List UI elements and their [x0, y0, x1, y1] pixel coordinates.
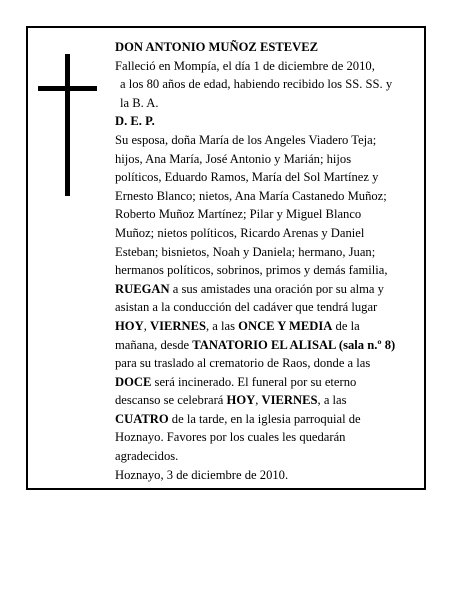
closing-line-2: agradecidos. [115, 449, 179, 464]
family-line: Muñoz; nietos políticos, Ricardo Arenas y Daniel [115, 225, 365, 240]
cross-icon [65, 54, 70, 196]
death-line-2: a los 80 años de edad, habiendo recibido los SS. SS. y [120, 77, 393, 92]
cross-icon-bar [38, 86, 97, 91]
family-line: Roberto Muñoz Martínez; Pilar y Miguel Blanco [115, 207, 362, 222]
iglesia-line: CUATRO de la tarde, en la iglesia parroquial de [115, 411, 361, 426]
family-line: políticos, Eduardo Ramos, María del Sol Martínez y [115, 170, 379, 185]
death-line-3: la B. A. [120, 95, 159, 110]
family-line: Ernesto Blanco; nietos, Ana María Castanedo Muñoz; [115, 188, 387, 203]
death-line-1: Falleció en Mompía, el día 1 de diciembre de 2010, [115, 58, 375, 73]
traslado-line: para su traslado al crematorio de Raos, donde a las [115, 356, 371, 371]
schedule-line: HOY, VIERNES, a las ONCE Y MEDIA de la [115, 318, 360, 333]
obituary-text [115, 38, 427, 484]
funeral-line: descanso se celebrará HOY, VIERNES, a las [115, 393, 347, 408]
family-line: Esteban; bisnietos, Noah y Daniela; hermano, Juan; [115, 244, 376, 259]
place-date: Hoznayo, 3 de diciembre de 2010. [115, 467, 289, 482]
conduccion-line: asistan a la conducción del cadáver que tendrá lugar [115, 300, 378, 315]
ruegan-line: RUEGAN a sus amistades una oración por su alma y [115, 281, 384, 296]
deceased-name: DON ANTONIO MUÑOZ ESTEVEZ [115, 40, 319, 54]
family-line: hijos, Ana María, José Antonio y Marián; hijos [115, 151, 352, 166]
family-line: Su esposa, doña María de los Angeles Viadero Teja; [115, 132, 377, 147]
tanatorio-line: mañana, desde TANATORIO EL ALISAL (sala n.º 8) [115, 337, 396, 352]
rip-heading: D. E. P. [115, 114, 155, 129]
incineracion-line: DOCE será incinerado. El funeral por su eterno [115, 374, 357, 389]
family-line: hermanos políticos, sobrinos, primos y demás familia, [115, 263, 388, 278]
closing-line-1: Hoznayo. Favores por los cuales les quedarán [115, 430, 346, 445]
